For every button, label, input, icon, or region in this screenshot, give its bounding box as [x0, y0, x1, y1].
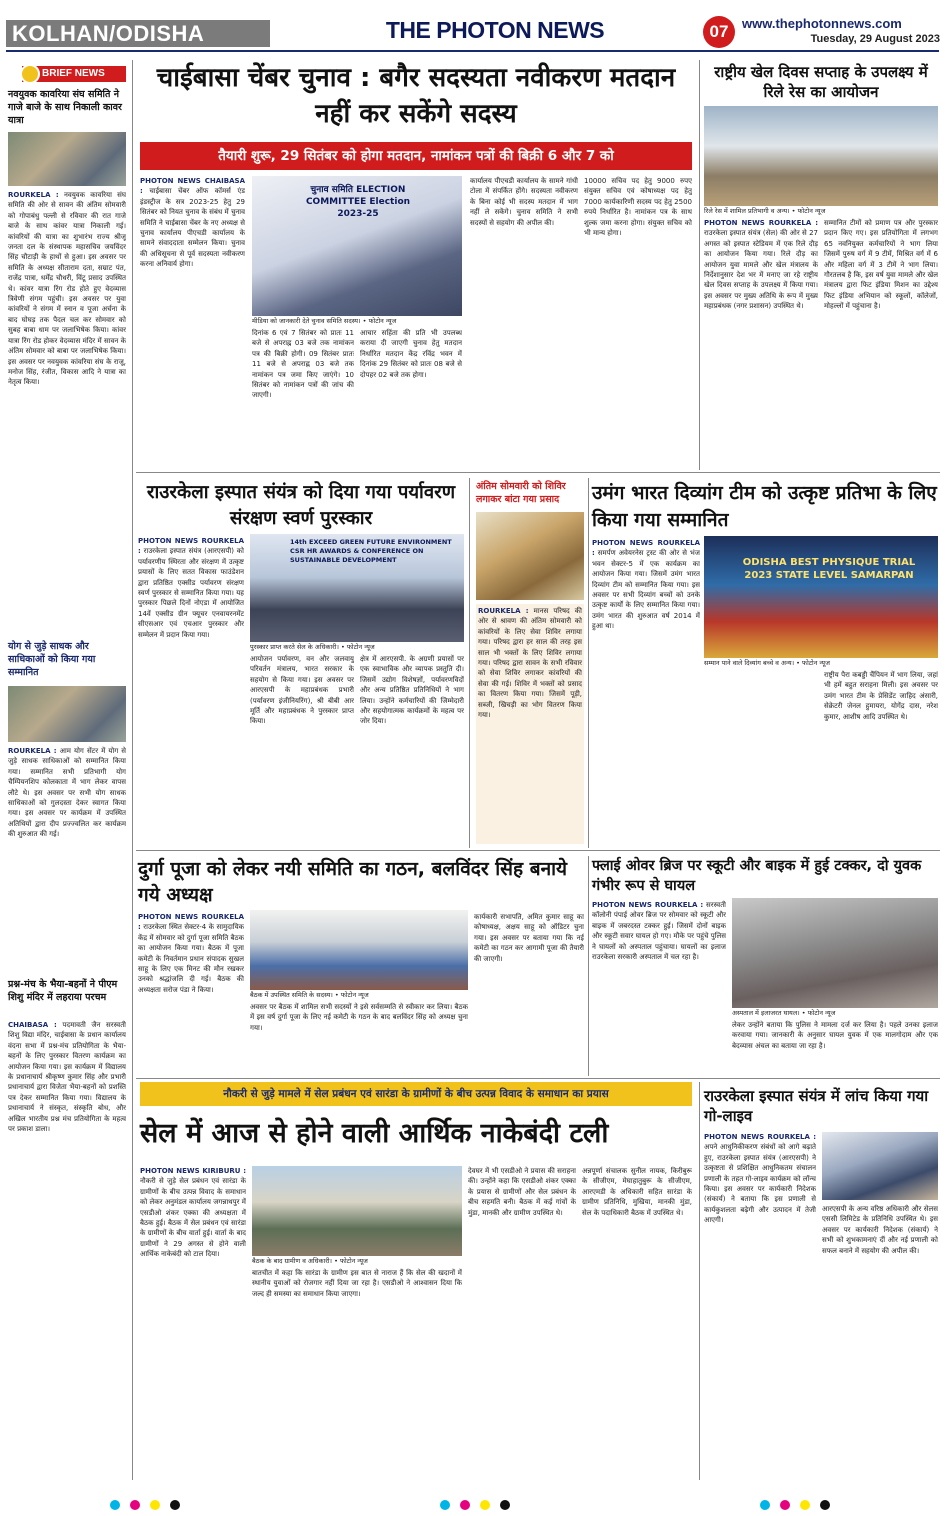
flyover-body-col1 [592, 900, 726, 1072]
color-swatch [500, 1500, 510, 1510]
color-swatch [110, 1500, 120, 1510]
durga-photo [250, 910, 468, 990]
sail-body-col3: देवघर में भी एसडीओ ने प्रयास की सराहना की। उन्होंने कहा कि एसडीओ शंकर एक्का के प्रयास से ग्रामीणों और सेल प्रबंधन के बीच सहमति बनी। बैठक में कई गांवों के मुंडा, मानकी और ग्रामीण उपस्थित थे। [468, 1167, 576, 1217]
umang-text-1: समर्पण अवेयरनेस ट्रस्ट की ओर से भंज भवन सेक्टर-5 में एक कार्यक्रम का आयोजन किया गया। जिसमें उमंग भारत दिव्यांग टीम को सम्मानित किया गया। इस अवसर पर सभी दिव्यांग बच्चों को उनके उत्कृष्ट कार्यों के लिए सम्मानित किया गया। उमंग भारत की शुरुआत वर्ष 2014 में हुआ था। [592, 549, 700, 631]
khel-dateline: PHOTON NEWS ROURKELA : [704, 219, 818, 227]
section-rule [136, 1078, 940, 1079]
golive-dateline: PHOTON NEWS ROURKELA : [704, 1133, 816, 1141]
lead-subheadline: तैयारी शुरू, 29 सितंबर को होगा मतदान, नामांकन पत्रों की बिक्री 6 और 7 को [140, 142, 692, 170]
lead-body-col1 [140, 176, 245, 474]
flyover-headline: फ्लाई ओवर ब्रिज पर स्कूटी और बाइक में हुई टक्कर, दो युवक गंभीर रूप से घायल [592, 858, 922, 894]
golive-text-1: अपने आधुनिकीकरण संबंधों को आगे बढ़ाते हुए, राउरकेला इस्पात संयंत्र (आरएसपी) ने उत्कृष्टता से प्रशिक्षित आधुनिकतम संचालन प्रणाली के तहत गो-लाइव कार्यक्रम को लॉन्च किया। इस अवसर पर कार्यकारी निदेशक (संकार्य) ने बताया कि इस प्रणाली से कार्यकुशलता बढ़ेगी और उत्पादन में तेजी आएगी। [704, 1143, 816, 1225]
umang-photo [704, 536, 938, 658]
color-swatch [820, 1500, 830, 1510]
brief-2-dateline: ROURKELA : [8, 747, 57, 755]
brief-2-title: योग से जुड़े साधक और साधिकाओं को किया गया सम्मानित [8, 641, 96, 678]
column-divider [132, 60, 133, 1480]
shivir-body [476, 604, 584, 844]
durga-dateline: PHOTON NEWS ROURKELA : [138, 913, 244, 932]
sail-text-1: नौकरी से जुड़े सेल प्रबंधन एवं सारंडा के ग्रामीणों के बीच उत्पन्न विवाद के समाधान को लेकर अनुमंडल कार्यालय जगन्नाथपुर में एसडीओ शंकर एक्का की अध्यक्षता में बैठक हुई। बैठक में सेल प्रबंधन एवं सारंडा के ग्रामीणों के बीच वार्ता हुई। वार्ता के बाद ग्रामीणों ने 29 अगस्त से होने वाली आर्थिक नाकेबंदी को टाल दिया। [140, 1177, 246, 1259]
brand-logo: THE PHOTON NEWS [385, 17, 605, 43]
rsp-award-body-col2: आयोजन पर्यावरण, वन और जलवायु परिवर्तन मंत्रालय, भारत सरकार के सहयोग से किया गया। इस अवसर पर आरएसपी के महाप्रबंधक प्रभारी (पर्यावरण इंजीनियरिंग), श्री बीबी आर मूर्ति और महाप्रबंधक ने पुरस्कार प्राप्त किया। [250, 655, 354, 726]
durga-photo-caption: बैठक में उपस्थित समिति के सदस्य। • फोटोन न्यूज [250, 990, 468, 999]
rsp-award-photo-caption: पुरस्कार प्राप्त करते सेल के अधिकारी। • फोटोन न्यूज [250, 642, 464, 651]
flyover-photo-caption: अस्पताल में इलाजरत घायल। • फोटोन न्यूज [732, 1008, 938, 1017]
physique-trial-banner: ODISHA BEST PHYSIQUE TRIAL 2023 STATE LEVEL SAMARPAN [742, 557, 916, 581]
golive-body-col1 [704, 1132, 816, 1476]
issue-date: Tuesday, 29 August 2023 [810, 33, 940, 45]
sail-body-col1 [140, 1166, 246, 1476]
khel-photo-caption: रिले रेस में शामिल प्रतिभागी व अन्य। • फोटोन न्यूज [704, 206, 938, 215]
umang-body-col2: राष्ट्रीय पैरा कबड्डी चैंपियन में भाग लिया, जहां भी हमें बहुत सराहना मिली। इस अवसर पर उमंग भारत टीम के प्रेसिडेंट जाहिद अंसारी, सेक्रेटरी जेनल हुमायरा, योगेंद्र दास, नरेश कुमार, आशीष आदि उपस्थित थे। [824, 671, 938, 721]
column-divider [469, 478, 470, 848]
masthead [0, 0, 945, 52]
column-divider [588, 478, 589, 848]
rsp-award-story [136, 476, 466, 848]
sail-banner: नौकरी से जुड़े मामले में सेल प्रबंधन एवं सारंडा के ग्रामीणों के बीच उत्पन्न विवाद के समाधान का प्रयास [140, 1082, 692, 1106]
brief-3-title: प्रश्न-मंच के भैया-बहनों ने पीएम शिशु मंदिर में लहराया परचम [8, 979, 118, 1003]
golive-story [702, 1082, 940, 1480]
brief-news-column [6, 60, 128, 1480]
brief-1-dateline: ROURKELA : [8, 191, 59, 199]
shivir-story [472, 476, 586, 848]
lead-photo-caption: मीडिया को जानकारी देते चुनाव समिति सदस्य। • फोटोन न्यूज [252, 316, 462, 325]
durga-headline: दुर्गा पूजा को लेकर नयी समिति का गठन, बलविंदर सिंह बनाये गये अध्यक्ष [138, 858, 568, 906]
flyover-photo [732, 898, 938, 1008]
color-swatch [460, 1500, 470, 1510]
golive-photo [822, 1132, 938, 1200]
brief-3-dateline: CHAIBASA : [8, 1021, 57, 1029]
shivir-dateline: ROURKELA : [478, 607, 529, 615]
flyover-body-col2: लेकर उन्होंने बताया कि पुलिस ने मामला दर्ज कर लिया है। पहले उनका इलाज करवाया गया। जानकारी के अनुसार घायल युवक में एक मालगोदाम और एक बेदव्यास अंचल का बताया जा रहा है। [732, 1021, 938, 1050]
brief-2-body [8, 746, 126, 974]
lead-body-col4: कार्यालय पीएचडी कार्यालय के सामने गांधी टोला में संपर्कित होंगे। सदस्यता नवीकरण के बिना कोई भी सदस्य मतदान में भाग नहीं ले सकेंगे। चुनाव समिति ने सभी सदस्यों से सहयोग की अपील की। [470, 177, 578, 227]
rsp-award-text-1: राउरकेला इस्पात संयंत्र (आरएसपी) को पर्यावरणीय स्थिरता और संरक्षण में उत्कृष्ट प्रयासों के लिए सतत विकास फाउंडेशन द्वारा प्रतिष्ठित एक्सीड पर्यावरण संरक्षण स्वर्ण पुरस्कार से सम्मानित किया गया। यह पुरस्कार पिछले दिनों नोएडा में आयोजित 14वें एक्सीड ग्रीन फ्यूचर एनवायरनमेंट सीएसआर एवं एचआर पुरस्कार और सम्मेलन में प्रदान किया गया। [138, 547, 244, 639]
rsp-award-photo [250, 534, 464, 642]
sail-photo-caption: बैठक के बाद ग्रामीण व अधिकारी। • फोटोन न्यूज [252, 1256, 462, 1265]
lead-body-col2: दिनांक 6 एवं 7 सितंबर को प्रातः 11 बजे से अपराह्न 03 बजे तक नामांकन पत्र की बिक्री होगी। 09 सितंबर प्रातः 11 बजे से अपराह्न 03 बजे तक नामांकन पत्र जमा किए जाएंगे। 10 सितंबर को नामांकन पत्रों की जांच की जाएगी। [252, 329, 354, 400]
khel-photo [704, 106, 938, 206]
durga-text-1: राउरकेला स्थित सेक्टर-4 के सामुदायिक केंद्र में सोमवार को दुर्गा पूजा समिति बैठक का आयोजन किया गया। बैठक में पूजा कमेटी के निवर्तमान प्रधान संपादक सुखल साहू के लिए एक मिनट की मौन रखकर उनको श्रद्धांजलि दी गई। बैठक की अध्यक्षता सरोज पंडा ने किया। [138, 923, 244, 994]
rsp-award-headline: राउरकेला इस्पात संयंत्र को दिया गया पर्यावरण संरक्षण स्वर्ण पुरस्कार [146, 482, 456, 529]
sail-headline: सेल में आज से होने वाली आर्थिक नाकेबंदी टली [140, 1118, 609, 1149]
khel-headline: राष्ट्रीय खेल दिवस सप्ताह के उपलक्ष्य में रिले रेस का आयोजन [714, 63, 928, 101]
brief-1-title: नवयुवक कावरिया संघ समिति ने गाजे बाजे के साथ निकाली कावर यात्रा [8, 89, 122, 126]
lead-text-1: चाईबासा चेंबर ऑफ कॉमर्स एंड इंडस्ट्रीज के सत्र 2023-25 हेतु 29 सितंबर को नियत चुनाव के संबंध में चुनाव समिति ने चाईबासा चेंबर के नए अध्यक्ष से चुनाव कार्यालय पीएचडी कार्यालय के सामने संवाददाता सम्मेलन किया। चुनाव की अधिसूचना से पूर्व सदस्यता नवीकरण करना अनिवार्य होगा। [140, 187, 245, 269]
color-swatch [440, 1500, 450, 1510]
sail-dateline: PHOTON NEWS KIRIBURU : [140, 1167, 246, 1175]
sail-body-col2: बातचीत में कहा कि सारंडा के ग्रामीण इस बात से नाराज हैं कि सेल की खदानों में स्थानीय युवाओं को रोजगार नहीं दिया जा रहा है। एसडीओ ने आश्वासन दिया कि जल्द ही समस्या का समाधान किया जाएगा। [252, 1269, 462, 1298]
color-swatch [780, 1500, 790, 1510]
section-rule [136, 850, 940, 851]
umang-dateline: PHOTON NEWS ROURKELA : [592, 539, 700, 558]
header-rule [6, 50, 939, 52]
brief-2-photo [8, 686, 126, 742]
golive-body-col2: आरएसपी के अन्य वरिष्ठ अधिकारी और सेलस एससी लिमिटेड के प्रतिनिधि उपस्थित थे। इस अवसर पर कार्यकारी निदेशक (संकार्य) ने सभी को शुभकामनाएं दीं और नई प्रणाली को सफल बनाने में सहयोग की अपील की। [822, 1205, 938, 1255]
flyover-text-1: सरस्वती कॉलोनी पंपाई ओवर ब्रिज पर सोमवार को स्कूटी और बाइक में जबरदस्त टक्कर हुई। जिसमें दोनों बाइक और स्कूटी सवार घायल हो गए। मौके पर पहुंचे पुलिस ने घायलों को अस्पताल पहुंचाया। घायलों का इलाज राउरकेला सरकारी अस्पताल में चल रहा है। [592, 901, 726, 962]
durga-body-col3: कार्यकारी सभापति, अमित कुमार साहू का कोषाध्यक्ष, अक्षय साहू को ऑडिटर चुना गया। इस अवसर पर बताया गया कि नई कमेटी का गठन कर आगामी पूजा की तैयारी की जाएगी। [474, 913, 584, 963]
website-link[interactable]: www.thephotonnews.com [742, 16, 902, 31]
color-swatch [130, 1500, 140, 1510]
section-label: KOLHAN/ODISHA [6, 20, 270, 47]
shivir-text: मानस परिषद की ओर से श्रावण की अंतिम सोमवारी को कांवरियों के लिए सेवा शिविर लगाया गया। परिषद द्वारा हर साल की तरह इस साल भी भक्तों के लिए शिविर लगाया गया। परिषद द्वारा सावन के सभी रविवार को सेवा शिविर लगाकर कांवरियों की सेवा की गई। शिविर में भक्तों को प्रसाद का वितरण किया गया। जिसमें पूड़ी, सब्जी, खिचड़ी का भोग वितरण किया गया। [478, 607, 582, 720]
column-divider [699, 1082, 700, 1480]
durga-body-col1 [138, 912, 244, 1072]
durga-story [136, 854, 586, 1076]
brief-3-text: पदमावती जैन सरस्वती शिशु विद्या मंदिर, चाईबासा के प्रधान कार्यालय वंदना सभा में प्रश्न-मंच प्रतियोगिता के भैया-बहनों के लिए पुरस्कार वितरण कार्यक्रम का आयोजन किया गया। इस कार्यक्रम में विद्यालय के प्रधानाचार्य श्रीकृष्ण कुमार सिंह और प्रभारी प्रधानाचार्य द्वारा विजेता भैया-बहनों को प्रशस्ति पत्र देकर सम्मानित किया गया। विद्यालय के प्रधानाचार्य ने संस्कृत, संस्कृति बोध, और अखिल भारतीय प्रश्न मंच प्रतियोगिता के महत्व पर प्रकाश डाला। [8, 1021, 126, 1134]
rsp-award-body-col1 [138, 536, 244, 844]
rsp-award-dateline: PHOTON NEWS ROURKELA : [138, 537, 244, 556]
rsp-award-body-col3: क्षेत्र में आरएसपी. के अग्रणी प्रयासों पर एक स्वाभाविक और व्यापक प्रस्तुति दी। जिसमें उद्योग विशेषज्ञों, पर्यावरणविदों और अन्य प्रतिष्ठित प्रतिनिधियों ने भाग लिया। उन्होंने कर्मचारियों की जिम्मेदारी और सहयोगात्मक कार्यक्रमों के महत्व पर जोर दिया। [360, 655, 464, 726]
column-divider [588, 856, 589, 1076]
award-banner-text: 14th EXCEED GREEN FUTURE ENVIRONMENT CSR HR AWARDS & CONFERENCE ON SUSTAINABLE DEVELOPMENT [290, 538, 452, 564]
sail-body-col4: अन्नपूर्णा संचालक सुनील नायक, किरीबुरू के सीजीएम, मेघाहातुबुरू के सीजीएम, आरएमडी के अधिकारी सहित सारंडा के ग्रामीण प्रतिनिधि, मुखिया, मानकी मुंडा, सेल के पदाधिकारी बैठक में उपस्थित थे। [582, 1167, 692, 1217]
brief-news-text: BRIEF NEWS [42, 68, 105, 79]
lead-photo [252, 176, 462, 316]
khel-body-col1 [704, 218, 818, 468]
durga-body-col2: अवसर पर बैठक में शामिल सभी सदस्यों ने इसे सर्वसम्मति से स्वीकार कर लिया। बैठक में इस वर्ष दुर्गा पूजा के लिए नई कमेटी के गठन के बाद बलविंदर सिंह को अध्यक्ष चुना गया। [250, 1003, 468, 1032]
print-color-bar [0, 1500, 945, 1512]
umang-photo-caption: सम्मान पाने वाले दिव्यांग बच्चे व अन्य। • फोटोन न्यूज [704, 658, 938, 667]
sail-story [136, 1082, 696, 1480]
khel-text-1: राउरकेला इस्पात संयंत्र (सेल) की ओर से 27 अगस्त को इस्पात स्टेडियम में एक रिले दौड़ का आयोजन किया गया। रिले दौड़ का आयोजन युवा मामले और खेल मंत्रालय के निर्देशानुसार देश भर में मनाए जा रहे राष्ट्रीय खेल दिवस सप्ताह के उपलक्ष्य में किया गया। इस अवसर पर मुख्य अतिथि के रूप में मुख्य महाप्रबंधक (नगर प्रशासन) उपस्थित थे। [704, 229, 818, 311]
column-divider [699, 60, 700, 470]
sail-photo [252, 1166, 462, 1256]
shivir-photo [476, 512, 584, 600]
brief-3-body [8, 1020, 126, 1460]
brief-1-body [8, 190, 126, 636]
page-number: 07 [703, 16, 735, 48]
brief-logo-icon [20, 64, 40, 84]
brief-1-text: नवयुवक कावरिया संघ समिति की ओर से सावन की अंतिम सोमवारी को गोपाबंधु पल्ली से रविवार की रात गाजे बाजे के साथ कांवर यात्रा निकाली गई। कांवरियों की यात्रा का शुभारंभ राज्य श्रीजू जनता दल के संस्थापक महासचिव जयविंदर सिंह चौटाड़ी के हाथों से हुआ। इस अवसर पर समिति के अध्यक्ष सीताराम दता, सम्राट पंत, राजेंद्र पात्रा, धर्मेंद्र चौधरी, विंटू प्रसाद उपस्थित थे। कांवर यात्रा रिंग रोड होते हुए वेदव्यास त्रिवेणी संगम पहुंची। इस अवसर पर युवा कांवरियों ने संगम में स्नान व पूजा अर्चना के बाद घोघड़ तक पैदल चल कर सोमवार को सुबह बाबा धाम पर जलाभिषेक किया। कांवर यात्रा रिंग रोड होकर वेदव्यास मंदिर में सावन के अंतिम सोमवार को बाबा पर जलाभिषेक किया। इस अवसर पर नवयुवक कांवरिया संघ के राजू, मनोज सिंह, रंजीत, विकास आदि ने यात्रा का नेतृत्व किया। [8, 191, 126, 387]
khel-story [702, 58, 940, 470]
lead-body-col5: 10000 सचिव पद हेतु 9000 रुपए संयुक्त सचिव एवं कोषाध्यक्ष पद हेतु 7000 कार्यकारिणी सदस्य पद हेतु 2500 रुपये निर्धारित है। नामांकन पत्र के साथ शुल्क जमा करना होगा। संयुक्त सचिव को भी मान्य होगा। [584, 177, 692, 238]
lead-headline: चाईबासा चेंबर चुनाव : बगैर सदस्यता नवीकरण मतदान नहीं कर सकेंगे सदस्य [156, 63, 676, 129]
lead-dateline: PHOTON NEWS CHAIBASA : [140, 177, 245, 196]
khel-body-col2: सम्मानित टीमों को प्रमाण पत्र और पुरस्कार प्रदान किए गए। इस प्रतियोगिता में लगभग 65 नवनियुक्त कर्मचारियों ने भाग लिया जिसमें पुरुष वर्ग में 9 टीमें, मिश्रित वर्ग में 6 और महिला वर्ग में 3 टीमें ने भाग लिया। गौरतलब है कि, इस वर्ष युवा मामले और खेल मंत्रालय द्वारा फिट इंडिया मिशन का उद्देश्य फिट इंडिया अभियान को स्कूलों, कॉलेजों, मोहल्लों में पहुंचाना है। [824, 219, 938, 311]
color-swatch [170, 1500, 180, 1510]
color-swatch [760, 1500, 770, 1510]
shivir-headline: अंतिम सोमवारी को शिविर लगाकर बांटा गया प्रसाद [476, 481, 566, 505]
flyover-story [590, 854, 940, 1076]
lead-body-col3: आचार सहिंता की प्रति भी उपलब्ध कराया दी जाएगी चुनाव हेतु मतदान निर्धारित मतदान केंद्र रविंद्र भवन में दिनांक 29 सितंबर को प्रातः 08 बजे से दोपहर 02 बजे तक होगा। [360, 329, 462, 379]
flyover-dateline: PHOTON NEWS ROURKELA : [592, 901, 704, 909]
umang-headline: उमंग भारत दिव्यांग टीम को उत्कृष्ट प्रतिभा के लिए किया गया सम्मानित [592, 482, 937, 531]
color-swatch [800, 1500, 810, 1510]
section-rule [136, 472, 940, 473]
brief-2-text: आम योग सेंटर में योग से जुड़े साधक साधिकाओं को सम्मानित किया गया। सम्मानित सभी प्रतिभागी योग चैम्पियनशिप कोलकाता में भाग लेकर वापस लौटे थे। इस अवसर पर सभी योग साधक साधिकाओं को गुलदस्ता देकर स्वागत किया गया। इस अवसर पर कार्यक्रम में उपस्थित अतिथियों द्वारा दीप प्रज्ज्वलित कर कार्यक्रम की शुरुआत की गई। [8, 747, 126, 839]
lead-story [136, 58, 696, 478]
umang-story [590, 476, 940, 848]
color-swatch [480, 1500, 490, 1510]
brief-1-photo [8, 132, 126, 186]
golive-headline: राउरकेला इस्पात संयंत्र में लांच किया गया गो-लाइव [704, 1087, 929, 1125]
color-swatch [150, 1500, 160, 1510]
umang-body-col1 [592, 538, 700, 844]
election-committee-banner: चुनाव समिति ELECTION COMMITTEE Election 2023-25 [305, 185, 411, 219]
